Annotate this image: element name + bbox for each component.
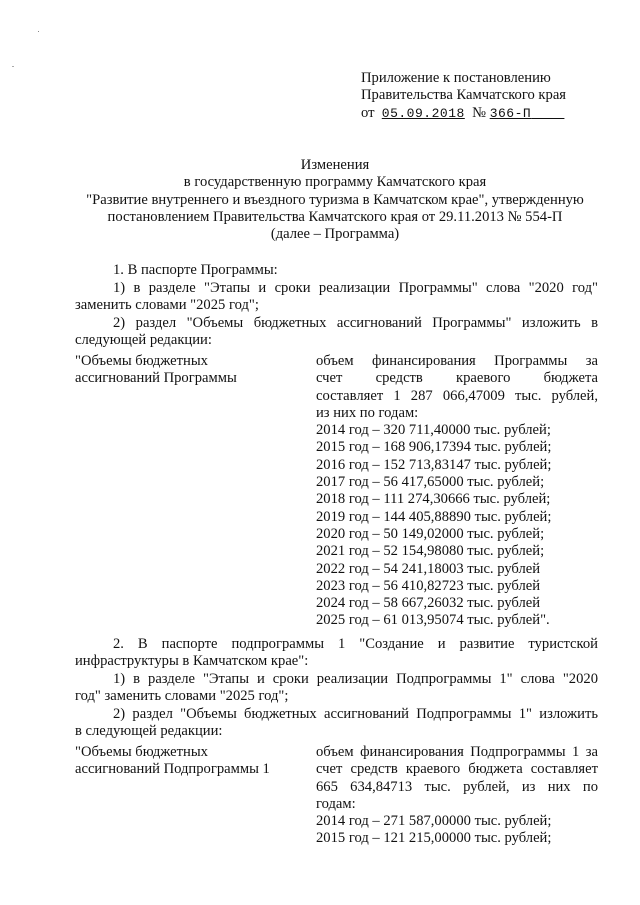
appendix-number: 366-П <box>489 105 532 121</box>
title-line-2: в государственную программу Камчатского края <box>183 174 487 191</box>
title-line-4: постановлением Правительства Камчатского края от 29.11.2013 № 554-П <box>107 208 563 225</box>
document-title <box>40 157 630 243</box>
year-line: 2023 год – 56 410,82723 тыс. рублей <box>316 577 541 594</box>
title-line-1: Изменения <box>300 157 370 173</box>
section1-item1-line-a: 1) в разделе "Этапы и сроки реализации Программы" слова "2020 год" <box>113 280 598 296</box>
section2-right-intro-4: годам: <box>316 795 356 812</box>
year-line: 2015 год – 168 906,17394 тыс. рублей; <box>316 439 552 456</box>
section2-item2-line-b: в следующей редакции: <box>75 723 223 739</box>
year-line: 2020 год – 50 149,02000 тыс. рублей; <box>316 525 545 542</box>
appendix-header <box>361 70 601 122</box>
title-line-3: "Развитие внутреннего и въездного туризма в Камчатском крае", утвержденную <box>86 191 584 208</box>
year-line: 2014 год – 271 587,00000 тыс. рублей; <box>316 813 552 830</box>
appendix-line-1: Приложение к постановлению <box>361 70 551 86</box>
section2-table-left <box>75 744 305 779</box>
appendix-number-sign: № <box>472 104 487 121</box>
section2-item1-line-b: год" заменить словами "2025 год"; <box>75 688 289 704</box>
section2-item1-line-a: 1) в разделе "Этапы и сроки реализации Подпрограммы 1" слова "2020 <box>113 671 598 687</box>
section1-heading: 1. В паспорте Программы: <box>113 262 278 278</box>
section1-right-intro-1: объем финансирования Программы за <box>316 353 598 369</box>
scan-speck <box>12 66 14 67</box>
year-line: 2014 год – 320 711,40000 тыс. рублей; <box>316 422 551 439</box>
section2-right-intro-2: счет средств краевого бюджета составляет <box>316 761 598 778</box>
section2-year-list <box>316 813 598 848</box>
section2-item2-line-a: 2) раздел "Объемы бюджетных ассигнований Подпрограммы 1" изложить <box>113 706 598 722</box>
section1-year-list <box>316 422 598 630</box>
section2-table-right <box>316 744 598 848</box>
title-line-5: (далее – Программа) <box>270 226 400 243</box>
section2-heading-line-a: 2. В паспорте подпрограммы 1 "Создание и развитие туристской <box>113 636 598 652</box>
year-line: 2022 год – 54 241,18003 тыс. рублей <box>316 560 541 577</box>
section2-left-line-b: ассигнований Подпрограммы 1 <box>75 761 270 778</box>
section1-left-line-b: ассигнований Программы <box>75 370 237 387</box>
appendix-line-2: Правительства Камчатского края <box>361 87 567 104</box>
section2-right-intro-1: объем финансирования Подпрограммы 1 за <box>316 744 598 760</box>
appendix-date: 05.09.2018 <box>381 105 465 121</box>
section2-heading-line-b: инфраструктуры в Камчатском крае": <box>75 653 309 669</box>
section1-right-intro-3: составляет 1 287 066,47009 тыс. рублей, <box>316 387 598 404</box>
section1-item1-line-b: заменить словами "2025 год"; <box>75 297 259 313</box>
appendix-line-3 <box>361 105 601 122</box>
section1-table-right <box>316 353 598 630</box>
section2-right-intro-3: 665 634,84713 тыс. рублей, из них по <box>316 778 598 795</box>
year-line: 2017 год – 56 417,65000 тыс. рублей; <box>316 474 545 491</box>
year-line: 2021 год – 52 154,98080 тыс. рублей; <box>316 543 545 560</box>
year-line: 2015 год – 121 215,00000 тыс. рублей; <box>316 830 552 847</box>
section1-item2-line-a: 2) раздел "Объемы бюджетных ассигнований Программы" изложить в <box>113 315 598 331</box>
year-line: 2018 год – 111 274,30666 тыс. рублей; <box>316 491 551 508</box>
scan-speck <box>38 31 39 32</box>
section1-left-line-a: "Объемы бюджетных <box>75 353 208 369</box>
year-line: 2025 год – 61 013,95074 тыс. рублей". <box>316 612 550 629</box>
section2-left-line-a: "Объемы бюджетных <box>75 744 208 760</box>
section1-right-intro-2: счет средств краевого бюджета <box>316 370 598 387</box>
year-line: 2024 год – 58 667,26032 тыс. рублей <box>316 595 541 612</box>
year-line: 2019 год – 144 405,88890 тыс. рублей; <box>316 508 552 525</box>
appendix-prefix: от <box>361 104 375 121</box>
section1-right-intro-4: из них по годам: <box>316 404 419 421</box>
section1-table-left <box>75 353 305 388</box>
year-line: 2016 год – 152 713,83147 тыс. рублей; <box>316 456 552 473</box>
section1-item2-line-b: следующей редакции: <box>75 332 212 348</box>
